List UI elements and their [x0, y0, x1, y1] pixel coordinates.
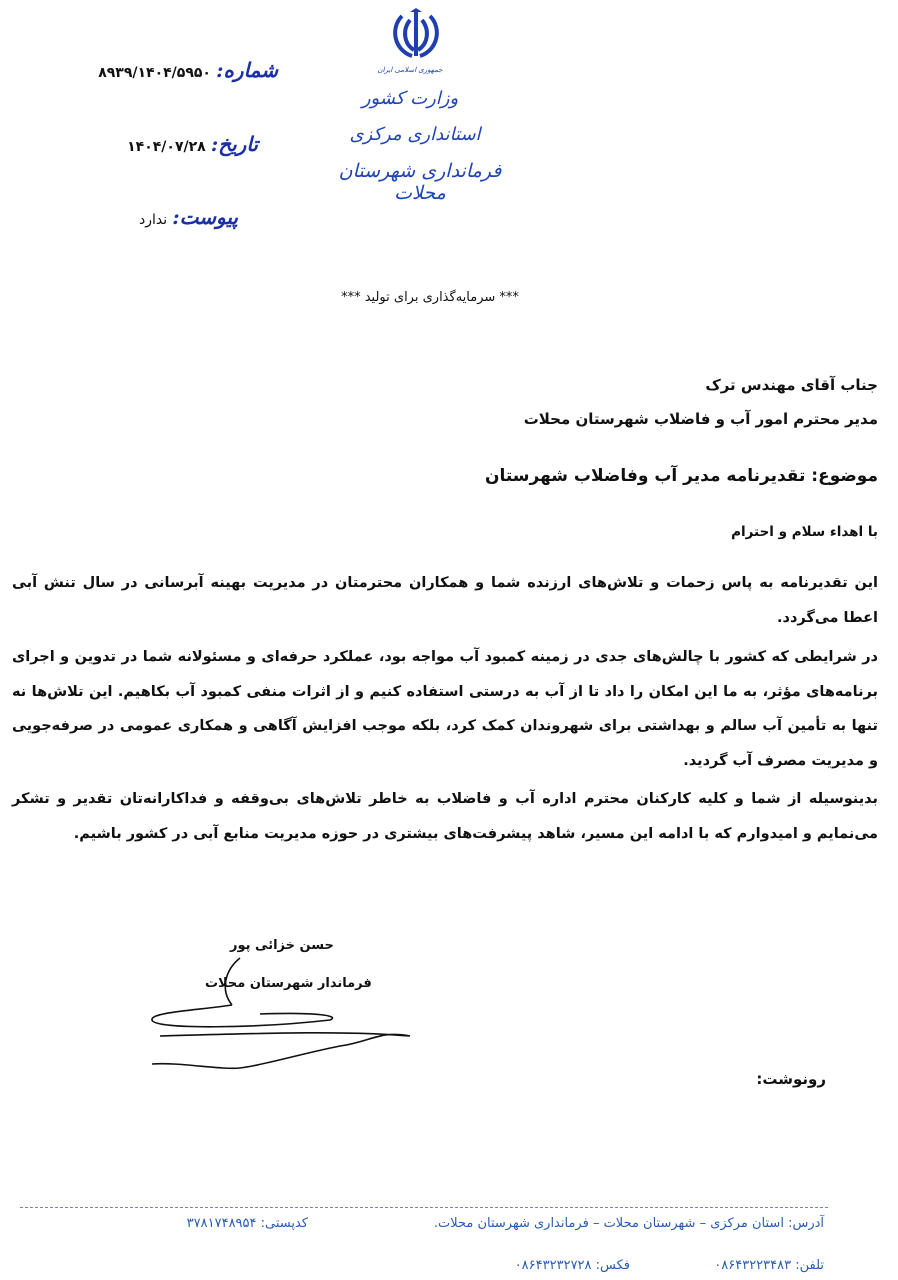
- date-label: تاریخ:: [210, 132, 258, 156]
- letter-attachment: [139, 205, 238, 229]
- signatory-name: حسن خزائی پور: [230, 938, 334, 953]
- greeting: با اهداء سلام و احترام: [731, 524, 878, 540]
- republic-caption: جمهوری اسلامی ایران: [377, 66, 443, 74]
- footer-divider: [20, 1207, 828, 1208]
- number-value: ۸۹۳۹/۱۴۰۴/۵۹۵۰: [98, 65, 211, 81]
- body-paragraph-2: در شرایطی که کشور با چالش‌های جدی در زمینه کمبود آب مواجه بود، عملکرد حرفه‌ای و مسئولانه شما در تدوین و اجرای برنامه‌های مؤثر، به ما این امکان را داد تا از آب به درستی استفاده کنیم و از اثرات منفی کمبود آب بکاهیم. این تلاش‌ها نه تنها به تأمین آب سالم و بهداشتی برای شهروندان کمک کرد، بلکه موجب افزایش آگاهی و همکاری عمومی در صرفه‌جویی و مدیریت مصرف آب گردید.: [12, 649, 878, 769]
- footer-postal-code: کدپستی: ۳۷۸۱۷۴۸۹۵۴: [186, 1216, 308, 1231]
- attachment-value: ندارد: [139, 212, 168, 228]
- body-paragraph-3: بدینوسیله از شما و کلیه کارکنان محترم اداره آب و فاضلاب به خاطر تلاش‌های بی‌وقفه و فداکارانه‌تان تقدیر و تشکر می‌نمایم و امیدوارم که با ادامه این مسیر، شاهد پیشرفت‌های بیشتری در حوزه مدیریت منابع آبی در کشور باشیم.: [12, 791, 878, 842]
- recipient-title: مدیر محترم امور آب و فاضلاب شهرستان محلات: [523, 410, 878, 428]
- handwritten-signature: [140, 950, 420, 1070]
- footer-address: آدرس: استان مرکزی – شهرستان محلات – فرمانداری شهرستان محلات.: [433, 1216, 824, 1231]
- county-office-name: فرمانداری شهرستان محلات: [338, 160, 502, 204]
- cc-label: رونوشت:: [756, 1070, 826, 1088]
- province-office-name: استانداری مرکزی: [349, 124, 481, 145]
- ministry-name: وزارت کشور: [361, 88, 459, 109]
- date-value: ۱۴۰۴/۰۷/۲۸: [127, 139, 206, 155]
- slogan: *** سرمایه‌گذاری برای تولید ***: [341, 290, 519, 305]
- letter-number: [98, 58, 278, 82]
- footer-phone: تلفن: ۰۸۶۴۳۲۲۳۴۸۳: [714, 1258, 824, 1273]
- footer-fax: فکس: ۰۸۶۴۳۲۳۲۷۲۸: [514, 1258, 630, 1273]
- iran-emblem-icon: [388, 6, 444, 62]
- attachment-label: پیوست:: [172, 205, 238, 229]
- subject: موضوع: تقدیرنامه مدیر آب وفاضلاب شهرستان: [484, 466, 878, 486]
- signatory-title: فرماندار شهرستان محلات: [205, 976, 372, 991]
- body-paragraph-1: این تقدیرنامه به پاس زحمات و تلاش‌های ارزنده شما و همکاران محترمتان در مدیریت بهینه آبرسانی در سال تنش آبی اعطا می‌گردد.: [12, 575, 878, 626]
- letter-date: [127, 132, 258, 156]
- number-label: شماره:: [216, 58, 278, 82]
- recipient-name: جناب آقای مهندس ترک: [705, 376, 878, 394]
